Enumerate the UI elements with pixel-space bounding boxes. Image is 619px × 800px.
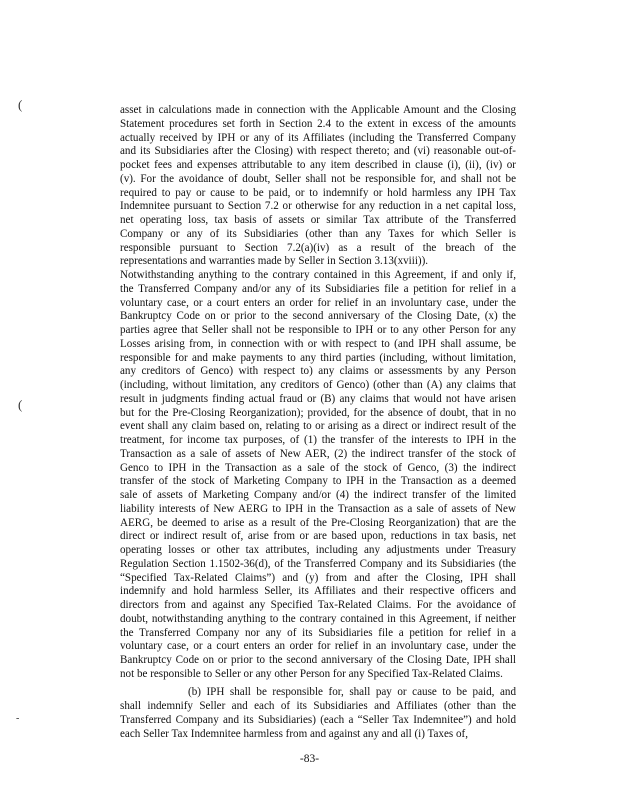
text-line: not be responsible to Seller or any other Person for any Specified Tax-Related Claims. bbox=[120, 667, 503, 680]
text-line: and its Subsidiaries after the Closing) with respect thereto; and (vi) reasonable out-of- bbox=[120, 145, 516, 158]
text-line: Notwithstanding anything to the contrary contained in this Agreement, if and only if, bbox=[120, 269, 516, 281]
text-line: direct or indirect result of, arise from or are based upon, reductions in tax basis, net bbox=[120, 530, 516, 543]
text-line: Bankruptcy Code on or prior to the second anniversary of the Closing Date, (x) the bbox=[120, 310, 516, 323]
text-line: pocket fees and expenses attributable to any item described in clause (i), (ii), (iv) or bbox=[120, 159, 516, 171]
text-line: net operating loss, tax basis of assets or similar Tax attribute of the Transferred bbox=[120, 214, 516, 226]
text-line: the Transferred Company nor any of its Subsidiaries file a petition for relief in a bbox=[120, 626, 516, 639]
text-line: asset in calculations made in connection with the Applicable Amount and the Closing bbox=[120, 104, 516, 116]
margin-mark-bottom: - bbox=[16, 713, 20, 724]
text-line: operating losses or other tax attributes, including any adjustments under Treasury bbox=[120, 544, 516, 556]
text-line: transfer of the stock of Marketing Company to IPH in the Transaction as a deemed bbox=[120, 475, 516, 488]
text-line: Regulation Section 1.1502-36(d), of the Transferred Company and its Subsidiaries (the bbox=[120, 557, 516, 570]
text-line: (b) IPH shall be responsible for, shall pay or cause to be paid, and bbox=[188, 686, 516, 698]
text-line: event shall any claim based on, relating to or arising as a direct or indirect result of the bbox=[120, 420, 516, 433]
text-line: Transaction as a sale of assets of New AER, (2) the indirect transfer of the stock of bbox=[120, 447, 516, 460]
text-line: voluntary case, or a court enters an order for relief in an involuntary case, under the bbox=[120, 296, 516, 309]
text-line: responsible pursuant to Section 7.2(a)(iv) as a result of the breach of the bbox=[120, 241, 516, 254]
text-line: responsible for and make payments to any third parties (including, without limitation, bbox=[120, 351, 516, 364]
text-line: result in judgments finding actual fraud or (B) any claims that would not have arisen bbox=[120, 392, 516, 405]
text-line: “Specified Tax-Related Claims”) and (y) from and after the Closing, IPH shall bbox=[120, 571, 516, 584]
text-line: representations and warranties made by Seller in Section 3.13(xviii)). bbox=[120, 255, 429, 268]
text-line: Transferred Company and its Subsidiaries) (each a “Seller Tax Indemnitee”) and hold bbox=[120, 713, 516, 726]
text-line: sale of assets of Marketing Company and/or (4) the indirect transfer of the limited bbox=[120, 489, 516, 501]
text-line: (including, without limitation, any creditors of Genco) (other than (A) any claims that bbox=[120, 379, 516, 391]
text-line: each Seller Tax Indemnitee harmless from and against any and all (i) Taxes of, bbox=[120, 727, 468, 740]
page-number: -83- bbox=[299, 753, 320, 765]
text-line: Indemnitee pursuant to Section 7.2 or otherwise for any reduction in a net capital loss, bbox=[120, 200, 516, 213]
text-line: voluntary case, or a court enters an order for relief in an involuntary case, under the bbox=[120, 640, 516, 653]
text-line: doubt, notwithstanding anything to the contrary contained in this Agreement, if neither bbox=[120, 612, 516, 625]
text-line: directors from and against any Specified Tax-Related Claims. For the avoidance of bbox=[120, 599, 516, 611]
text-line: AERG, be deemed to arise as a result of the Pre-Closing Reorganization) that are the bbox=[120, 516, 516, 529]
text-line: Company or any of its Subsidiaries (other than any Taxes for which Seller is bbox=[120, 227, 516, 240]
text-line: (v). For the avoidance of doubt, Seller shall not be responsible for, and shall not be bbox=[120, 172, 516, 185]
text-line: the Transferred Company and/or any of its Subsidiaries file a petition for relief in a bbox=[120, 282, 516, 295]
text-line: Genco to IPH in the Transaction as a sale of the stock of Genco, (3) the indirect bbox=[120, 461, 516, 474]
text-line: but for the Pre-Closing Reorganization); provided, for the absence of doubt, that in no bbox=[120, 406, 516, 419]
text-line: Statement procedures set forth in Section 2.4 to the extent in excess of the amounts bbox=[120, 117, 516, 130]
text-line: parties agree that Seller shall not be responsible to IPH or to any other Person for any bbox=[120, 324, 516, 336]
margin-mark-top: ( bbox=[18, 97, 23, 112]
text-line: liability interests of New AERG to IPH in the Transaction as a sale of assets of New bbox=[120, 502, 516, 515]
text-line: any creditors of Genco) with respect to) any claims or assessments by any Person bbox=[120, 365, 516, 378]
text-line: Bankruptcy Code on or prior to the second anniversary of the Closing Date, IPH shall bbox=[120, 654, 516, 666]
text-line: treatment, for income tax purposes, of (1) the transfer of the interests to IPH in the bbox=[120, 434, 516, 446]
text-line: Losses arising from, in connection with or with respect to (and IPH shall assume, be bbox=[120, 337, 516, 350]
text-line: required to pay or cause to be paid, or to indemnify or hold harmless any IPH Tax bbox=[120, 186, 516, 199]
text-line: actually received by IPH or any of its Affiliates (including the Transferred Company bbox=[120, 131, 516, 144]
text-line: shall indemnify Seller and each of its Subsidiaries and Affiliates (other than the bbox=[120, 699, 516, 712]
margin-mark-middle: ( bbox=[18, 397, 23, 412]
text-line: indemnify and hold harmless Seller, its Affiliates and their respective officers and bbox=[120, 585, 516, 598]
